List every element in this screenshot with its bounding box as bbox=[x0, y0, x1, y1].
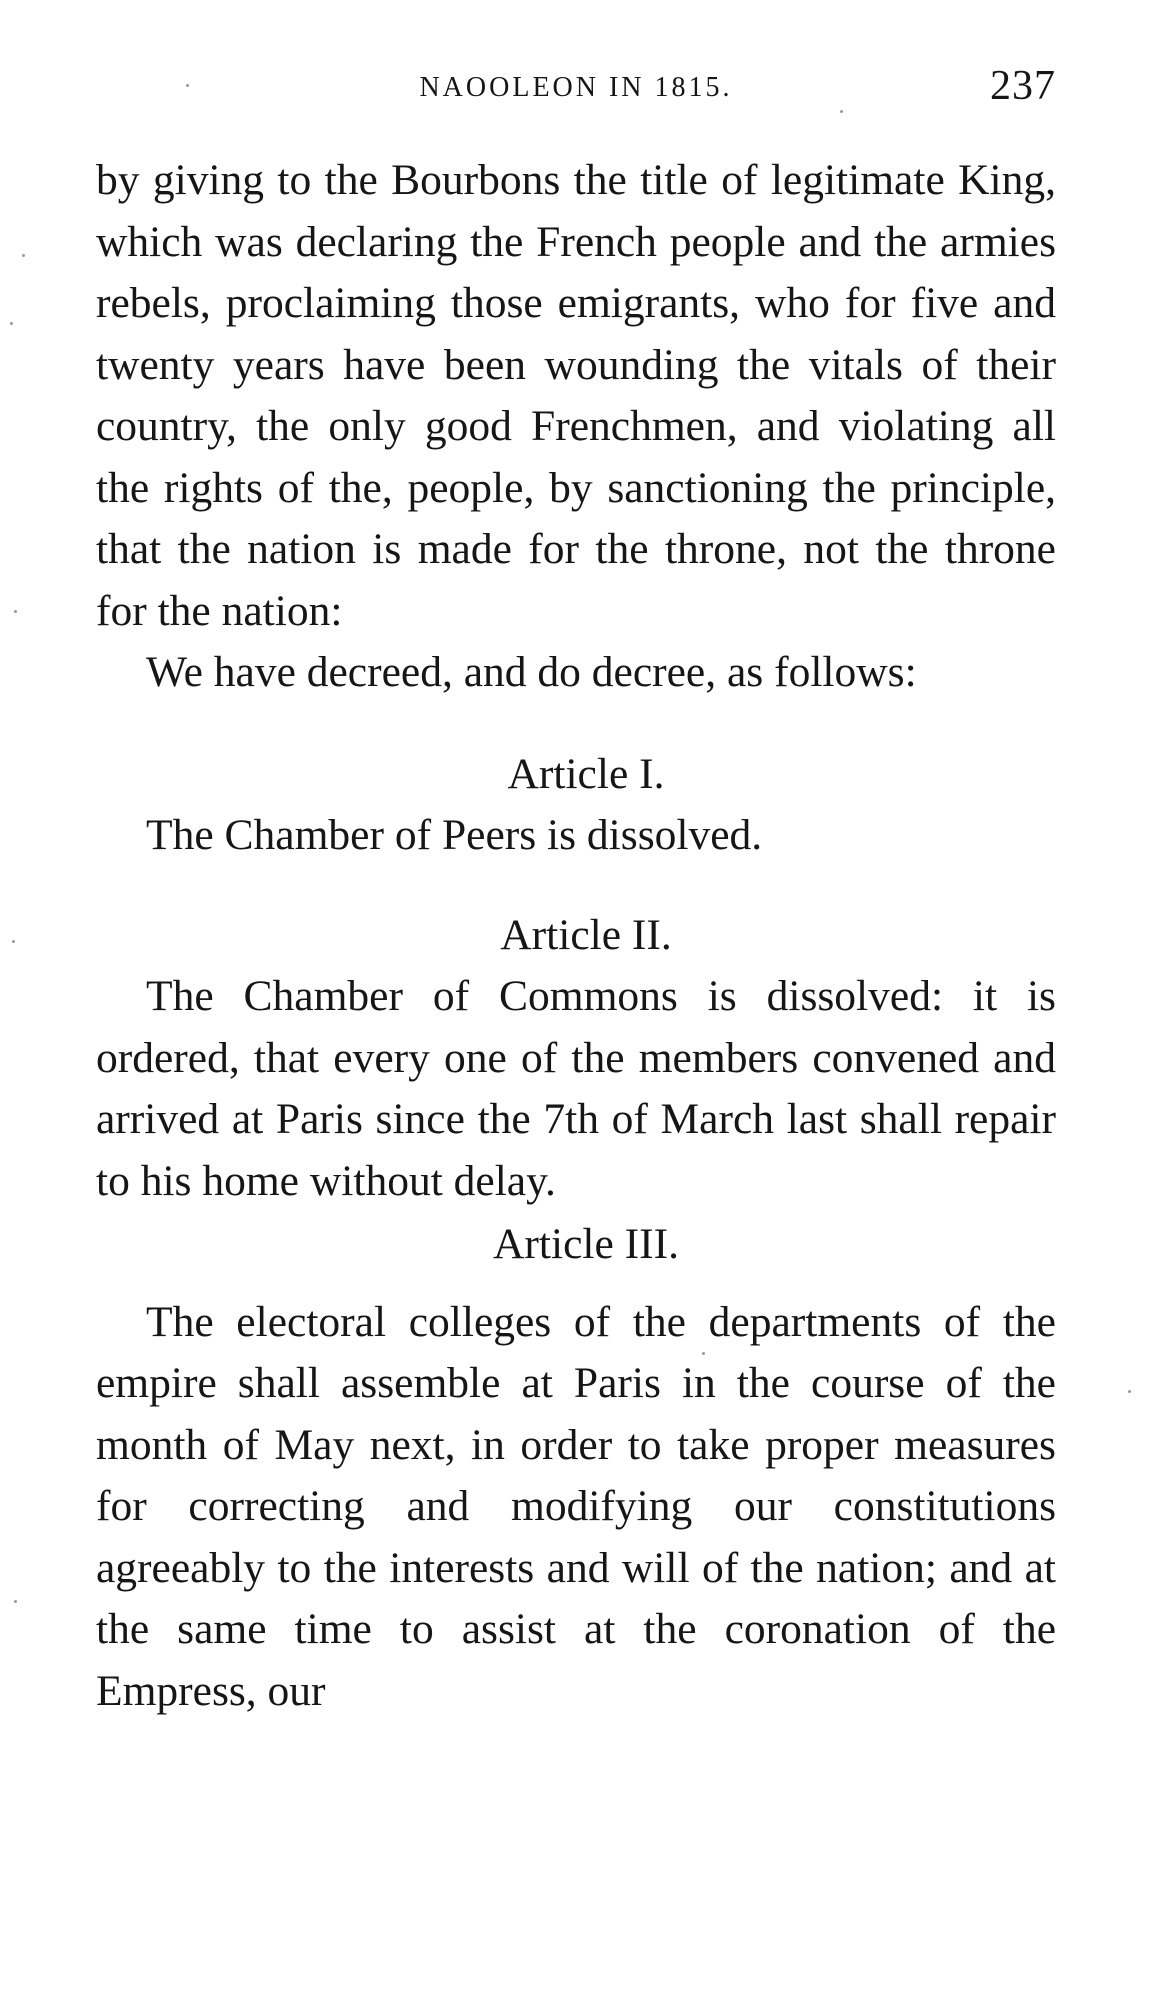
article-2-text: The Chamber of Commons is dissolved: it is ordered, that every one of the members convened and arrived at Paris since the 7th of March last shall repair to his home without delay. bbox=[96, 972, 1056, 1205]
article-1-text: The Chamber of Peers is dissolved. bbox=[146, 811, 763, 859]
paper-speck bbox=[840, 110, 843, 113]
body-text bbox=[96, 150, 1056, 1722]
running-title: NAOOLEON IN 1815. bbox=[419, 72, 733, 103]
paper-speck bbox=[702, 1352, 705, 1355]
paper-speck bbox=[14, 610, 17, 613]
preamble-paragraph: by giving to the Bourbons the title of legitimate King, which was declaring the French people and the armies rebels, proclaiming those emigrants, who for five and twenty years have been wounding the vitals of their country, the only good Frenchmen, and violating all the rights of the, people, by sanctioning the principle, that the nation is made for the throne, not the throne for the nation: bbox=[96, 156, 1056, 635]
paper-speck bbox=[1128, 1390, 1131, 1393]
paper-speck bbox=[10, 322, 13, 325]
paper-speck bbox=[186, 84, 189, 87]
page-number: 237 bbox=[990, 63, 1056, 109]
article-2-heading: Article II. bbox=[500, 910, 672, 959]
paper-speck bbox=[14, 1600, 17, 1603]
article-1-heading: Article I. bbox=[507, 749, 665, 798]
article-3-text: The electoral colleges of the departments of the empire shall assemble at Paris in the course of the month of May next, in order to take proper measures for correcting and modifying our constitutions agreeably to the interests and will of the nation; and at the same time to assist at the coronation of the Empress, our bbox=[96, 1297, 1056, 1715]
running-header bbox=[96, 63, 1056, 118]
decree-line: We have decreed, and do decree, as follows: bbox=[146, 648, 917, 696]
paper-speck bbox=[22, 254, 25, 257]
paper-speck bbox=[12, 940, 15, 943]
article-3-heading: Article III. bbox=[493, 1220, 679, 1268]
